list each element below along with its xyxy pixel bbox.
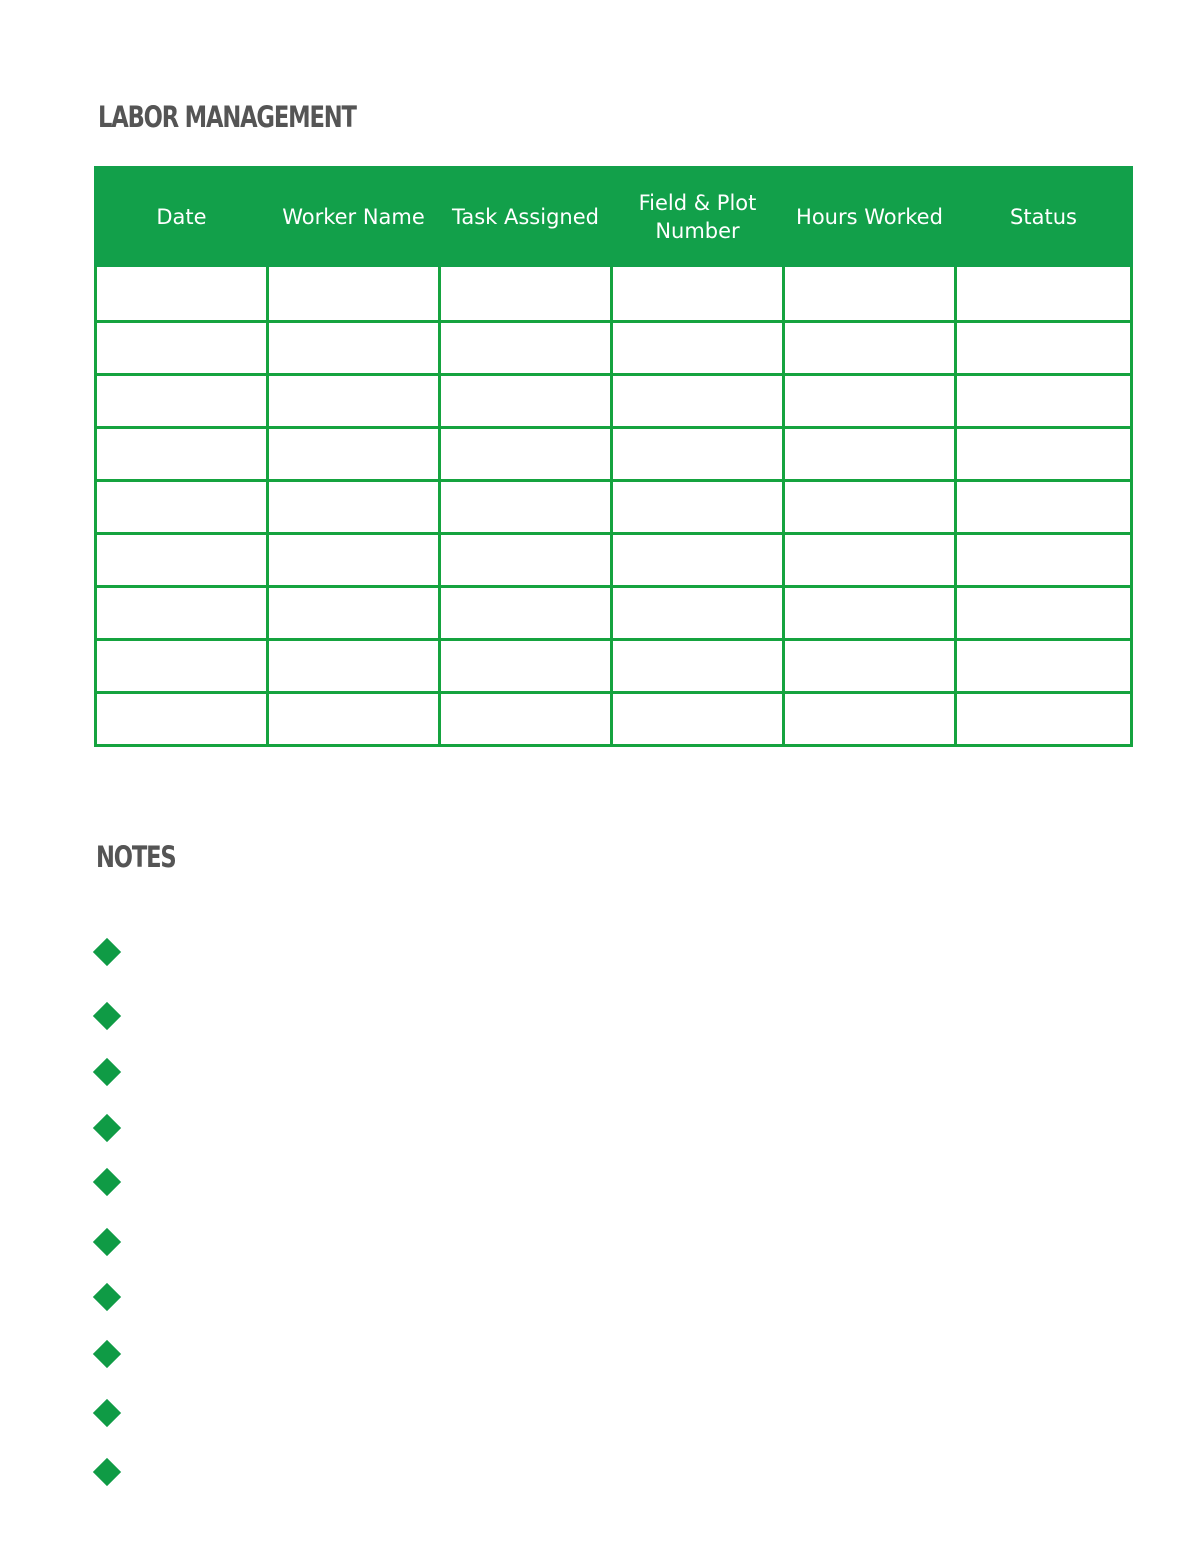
table-cell[interactable] (956, 640, 1132, 693)
table-cell[interactable] (268, 481, 440, 534)
table-cell[interactable] (956, 481, 1132, 534)
table-cell[interactable] (612, 375, 784, 428)
table-cell[interactable] (440, 587, 612, 640)
column-header-task-assigned: Task Assigned (440, 168, 612, 266)
note-item[interactable] (92, 1227, 992, 1257)
note-item[interactable] (92, 1282, 992, 1312)
column-header-status: Status (956, 168, 1132, 266)
table-cell[interactable] (96, 481, 268, 534)
table-cell[interactable] (612, 428, 784, 481)
column-header-worker-name: Worker Name (268, 168, 440, 266)
diamond-bullet-icon (93, 1340, 121, 1368)
diamond-bullet-icon (93, 1002, 121, 1030)
table-cell[interactable] (268, 640, 440, 693)
diamond-bullet-icon (93, 1283, 121, 1311)
table-cell[interactable] (440, 266, 612, 322)
table-row (96, 534, 1132, 587)
table-row (96, 428, 1132, 481)
table-cell[interactable] (440, 322, 612, 375)
diamond-bullet-icon (93, 1399, 121, 1427)
note-item[interactable] (92, 937, 992, 967)
table-cell[interactable] (956, 693, 1132, 746)
table-cell[interactable] (268, 375, 440, 428)
table-cell[interactable] (612, 322, 784, 375)
table-row (96, 640, 1132, 693)
table-cell[interactable] (956, 587, 1132, 640)
table-cell[interactable] (956, 428, 1132, 481)
table-cell[interactable] (956, 534, 1132, 587)
table-row (96, 375, 1132, 428)
table-cell[interactable] (612, 587, 784, 640)
table-cell[interactable] (440, 640, 612, 693)
note-item[interactable] (92, 1339, 992, 1369)
note-item[interactable] (92, 1113, 992, 1143)
table-cell[interactable] (784, 534, 956, 587)
table-cell[interactable] (784, 322, 956, 375)
diamond-bullet-icon (93, 1058, 121, 1086)
table-cell[interactable] (440, 428, 612, 481)
table-cell[interactable] (96, 587, 268, 640)
table-cell[interactable] (96, 640, 268, 693)
notes-title: NOTES (96, 840, 176, 874)
table-cell[interactable] (268, 266, 440, 322)
table-cell[interactable] (268, 587, 440, 640)
note-item[interactable] (92, 1398, 992, 1428)
table-cell[interactable] (784, 587, 956, 640)
table-cell[interactable] (440, 534, 612, 587)
table-header-row (96, 168, 1132, 266)
table-cell[interactable] (268, 534, 440, 587)
table-body (96, 266, 1132, 746)
labor-table (94, 166, 1133, 747)
table-cell[interactable] (612, 481, 784, 534)
note-item[interactable] (92, 1167, 992, 1197)
table-cell[interactable] (612, 693, 784, 746)
table-row (96, 587, 1132, 640)
diamond-bullet-icon (93, 1228, 121, 1256)
table-cell[interactable] (268, 693, 440, 746)
note-item[interactable] (92, 1457, 992, 1487)
table-cell[interactable] (784, 375, 956, 428)
table-cell[interactable] (96, 534, 268, 587)
table-cell[interactable] (612, 534, 784, 587)
column-header-date: Date (96, 168, 268, 266)
table-cell[interactable] (268, 322, 440, 375)
table-row (96, 481, 1132, 534)
table-cell[interactable] (96, 428, 268, 481)
table-cell[interactable] (956, 266, 1132, 322)
table-cell[interactable] (440, 481, 612, 534)
table-cell[interactable] (784, 428, 956, 481)
table-cell[interactable] (784, 266, 956, 322)
column-header-hours-worked: Hours Worked (784, 168, 956, 266)
column-header-field-plot-number: Field & Plot Number (612, 168, 784, 266)
diamond-bullet-icon (93, 938, 121, 966)
table-cell[interactable] (440, 375, 612, 428)
table-cell[interactable] (440, 693, 612, 746)
note-item[interactable] (92, 1057, 992, 1087)
diamond-bullet-icon (93, 1114, 121, 1142)
table-cell[interactable] (784, 693, 956, 746)
page-title: LABOR MANAGEMENT (98, 100, 356, 134)
table-cell[interactable] (96, 266, 268, 322)
table-cell[interactable] (612, 266, 784, 322)
table-row (96, 322, 1132, 375)
table-cell[interactable] (268, 428, 440, 481)
table-row (96, 266, 1132, 322)
table-cell[interactable] (784, 481, 956, 534)
note-item[interactable] (92, 1001, 992, 1031)
table-cell[interactable] (784, 640, 956, 693)
table-cell[interactable] (612, 640, 784, 693)
diamond-bullet-icon (93, 1168, 121, 1196)
table-row (96, 693, 1132, 746)
table-cell[interactable] (96, 693, 268, 746)
table-cell[interactable] (956, 322, 1132, 375)
table-cell[interactable] (956, 375, 1132, 428)
diamond-bullet-icon (93, 1458, 121, 1486)
table-cell[interactable] (96, 375, 268, 428)
table-cell[interactable] (96, 322, 268, 375)
